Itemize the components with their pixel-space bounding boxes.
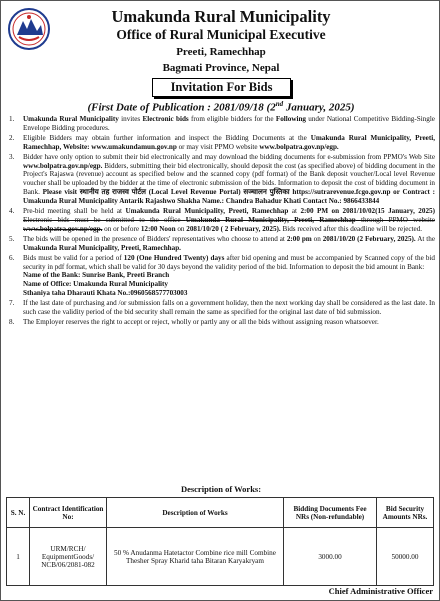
- bank-name: Name of the Bank: Sunrise Bank, Preeti Branch: [23, 271, 170, 280]
- list-item: 2. Eligible Bidders may obtain further information and inspect the Bidding Documents at the Umakunda Rural Municipality, Preeti, Ramechhap, Website: www.umakundamun.gov.np or may visit PPMO website www.bolpatra.gov.np/egp.: [9, 133, 435, 151]
- cell-description: 50 % Anudanma Hatetactor Combine rice mill Combine Thesher Spray Kharid taha Bitaran Karyakryam: [107, 528, 284, 586]
- bid-terms-list: [9, 115, 435, 328]
- list-item: 7. If the last date of purchasing and /or submission falls on a government holiday, then the next working day shall be considered as the last date. In such case the validity period of the bid security shall remain the same as specified for the original last date of bid submission.: [9, 299, 435, 317]
- publication-date: (First Date of Publication : 2081/09/18 (2nd January, 2025): [87, 100, 355, 114]
- cell-contract-id: URM/RCH/ EquipmentGoods/ NCB/06/2081-082: [30, 528, 107, 586]
- office-name: Name of Office: Umakunda Rural Municipality: [23, 280, 168, 289]
- account-number: Sthaniya taha Dharauti Khata No.:0960568577703003: [23, 289, 188, 298]
- works-title: Description of Works:: [180, 484, 262, 494]
- col-description: Description of Works: [107, 498, 284, 528]
- cell-bid-security: 50000.00: [377, 528, 434, 586]
- list-item: 8. The Employer reserves the right to accept or reject, wholly or partly any or all the bids without assigning reason whatsoever.: [9, 317, 379, 326]
- location-line: Preeti, Ramechhap: [176, 46, 266, 58]
- municipality-title: Umakunda Rural Municipality: [111, 7, 331, 26]
- list-item: 6. Bids must be valid for a period of 120 (One Hundred Twenty) days after bid opening and must be accompanied by Scanned copy of the bid security in pdf format, which shall be valid for 30 days beyond the validity period of the bid. Information to deposit the bid amount in Bank: Name of the Bank: Sunrise Bank, Preeti Branch Name of Office: Umakunda Rural Municipality Sthaniya taha Dharauti Khata No.:0960568577703003: [9, 253, 436, 298]
- works-table: [6, 497, 434, 586]
- table-row: [7, 528, 434, 586]
- signatory-title: Chief Administrative Officer: [328, 586, 433, 596]
- col-contract-id: Contract Identification No:: [30, 498, 107, 528]
- province-line: Bagmati Province, Nepal: [162, 62, 280, 74]
- table-header-row: [7, 498, 434, 528]
- cell-sn: 1: [7, 528, 30, 586]
- office-title: Office of Rural Municipal Executive: [116, 27, 326, 42]
- cell-doc-fee: 3000.00: [284, 528, 377, 586]
- list-item: 1. Umakunda Rural Municipality invites Electronic bids from eligible bidders for the Following under National Competitive Bidding-Single Envelope Bidding procedures.: [9, 115, 435, 132]
- col-bid-security: Bid Security Amounts NRs.: [377, 498, 434, 528]
- col-sn: S. N.: [7, 498, 30, 528]
- list-item: 3. Bidder have only option to submit their bid electronically and may download the bidding documents for e-submission from PPMO's Web Site www.bolpatra.gov.np/egp. Bidders, submitting their bid electronically, should deposit the cost (as specified above) of bidding document in the Project's Rajaswa (revenue) account as specified below and the scanned copy (pdf format) of the Bank deposit voucher/Local level Revenue voucher shall be uploaded by the bidder at the time of electronic submission of the bids. Information to deposit the cost of bidding document in Bank. Please visit स्थानीय तह राजस्व पोर्टल (Local Level Revenue Portal) सञ्चालन पुस्तिका https://sutrarevenue.fcgo.gov.np or Contract : Umakunda Rural Municipality Antarik Rajashwo Shakha Name.: Chandra Bahadur Khati Contact No.: 9866433844: [9, 152, 435, 206]
- invitation-banner: Invitation For Bids: [152, 78, 291, 97]
- list-item: 4. Pre-bid meeting shall be held at Umakunda Rural Municipality, Preeti, Ramechhap at 2:00 PM on 2081/10/02(15 January, 2025) Electronic bids must be submitted to the office Umakunda Rural Municipality, Preeti, Ramechhap through PPMO website www.bolpatra.gov.np/egp. on or before 12:00 Noon on 2081/10/20 ( 2 February, 2025). Bids received after this deadline will be rejected.: [9, 207, 435, 233]
- col-doc-fee: Bidding Documents Fee NRs (Non-refundable): [284, 498, 377, 528]
- list-item: 5. The bids will be opened in the presence of Bidders' representatives who choose to attend at 2:00 pm on 2081/10/20 (2 February, 2025). At the Umakunda Rural Municipality, Preeti, Ramechhap.: [9, 234, 436, 252]
